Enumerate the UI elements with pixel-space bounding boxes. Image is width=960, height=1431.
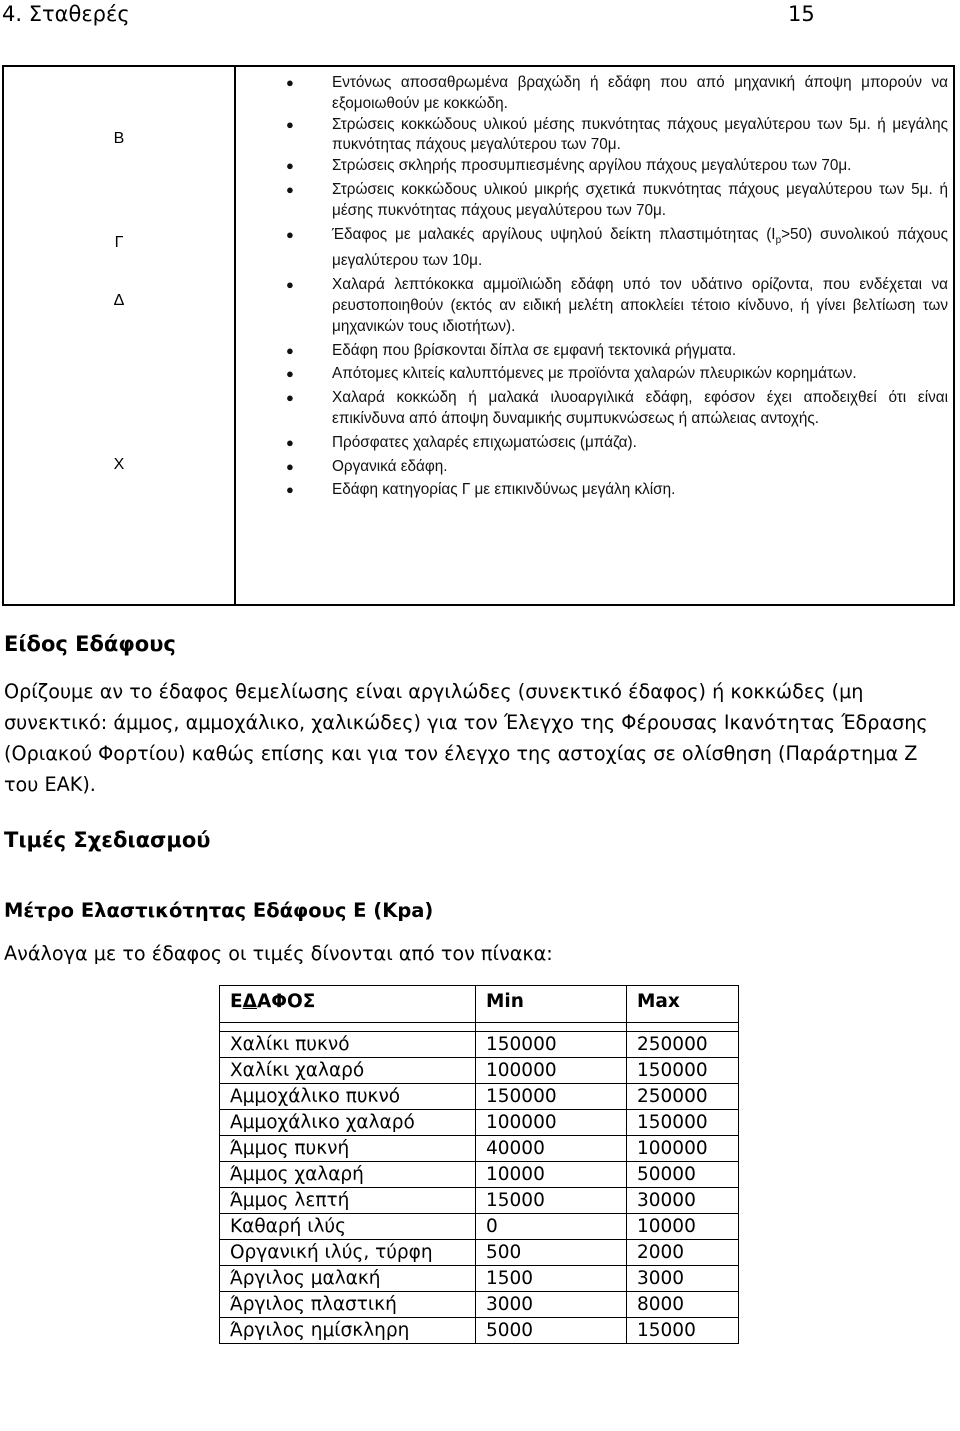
bullet-icon: ● xyxy=(286,482,294,498)
max-value-cell: 150000 xyxy=(627,1058,739,1084)
min-value-cell: 100000 xyxy=(476,1058,627,1084)
table-row xyxy=(220,1084,739,1110)
table-row xyxy=(220,1058,739,1084)
soil-name-cell: Άμμος χαλαρή xyxy=(220,1162,476,1188)
header-min: Min xyxy=(476,986,627,1023)
min-value-cell: 10000 xyxy=(476,1162,627,1188)
design-values-heading: Τιμές Σχεδιασμού xyxy=(4,828,211,852)
table-row xyxy=(220,1136,739,1162)
header-max: Max xyxy=(627,986,739,1023)
max-value-cell: 50000 xyxy=(627,1162,739,1188)
bullet-icon: ● xyxy=(286,158,294,174)
max-value-cell: 2000 xyxy=(627,1240,739,1266)
min-value-cell: 100000 xyxy=(476,1110,627,1136)
soil-name-cell: Χαλίκι πυκνό xyxy=(220,1032,476,1058)
min-value-cell: 40000 xyxy=(476,1136,627,1162)
bullet-icon: ● xyxy=(286,434,294,450)
max-value-cell: 30000 xyxy=(627,1188,739,1214)
modulus-heading: Μέτρο Ελαστικότητας Εδάφους Ε (Kpa) xyxy=(4,899,434,922)
min-value-cell: 150000 xyxy=(476,1084,627,1110)
list-item: ● Απότομες κλιτείς καλυπτόμενες με προϊόντα χαλαρών πλευρικών κορημάτων. xyxy=(236,364,948,385)
table-intro: Ανάλογα με το έδαφος οι τιμές δίνονται από τον πίνακα: xyxy=(4,942,553,965)
soil-name-cell: Άργιλος πλαστική xyxy=(220,1292,476,1318)
min-value-cell: 0 xyxy=(476,1214,627,1240)
list-item: ● Έδαφος με μαλακές αργίλους υψηλού δείκτη πλαστιμότητας $(I_p>50)$ συνολικού πάχους μεγαλύτερου των 10μ. xyxy=(286,225,948,270)
max-value-cell: 100000 xyxy=(627,1136,739,1162)
bullet-icon: ● xyxy=(286,366,294,382)
soil-name-cell: Αμμοχάλικο πυκνό xyxy=(220,1084,476,1110)
list-item: ● Οργανικά εδάφη. xyxy=(236,457,948,478)
table-row xyxy=(220,1240,739,1266)
soil-name-cell: Άργιλος ημίσκληρη xyxy=(220,1318,476,1344)
bullet-icon: ● xyxy=(286,226,294,242)
max-value-cell: 250000 xyxy=(627,1084,739,1110)
soil-name-cell: Καθαρή ιλύς xyxy=(220,1214,476,1240)
soil-name-cell: Οργανική ιλύς, τύρφη xyxy=(220,1240,476,1266)
table-row xyxy=(220,1188,739,1214)
max-value-cell: 150000 xyxy=(627,1110,739,1136)
list-item: ● Στρώσεις κοκκώδους υλικού μικρής σχετικά πυκνότητας πάχους μεγαλύτερου των 5μ. ή μέσης πυκνότητας πάχους μεγαλύτερου των 70μ. xyxy=(286,180,948,219)
table-body xyxy=(220,1023,739,1344)
header-soil: ΕΔΑΦΟΣ xyxy=(220,986,476,1023)
page-number: 15 xyxy=(788,2,815,26)
table-row xyxy=(220,1110,739,1136)
max-value-cell: 10000 xyxy=(627,1214,739,1240)
soil-name-cell: Άμμος λεπτή xyxy=(220,1188,476,1214)
max-value-cell: 8000 xyxy=(627,1292,739,1318)
list-item: ● Χαλαρά λεπτόκοκκα αμμοϊλιώδη εδάφη υπό τον υδάτινο ορίζοντα, που ενδέχεται να ρευστοποιηθούν (εκτός αν ειδική μελέτη αποκλείει τέτοιο κίνδυνο, ή γίνει βελτίωση των μηχανικών τους ιδιοτήτων). xyxy=(286,276,948,335)
min-value-cell: 5000 xyxy=(476,1318,627,1344)
category-g: Γ xyxy=(114,234,124,251)
list-item: ● Πρόσφατες χαλαρές επιχωματώσεις (μπάζα). xyxy=(236,433,948,454)
list-item: ● Χαλαρά κοκκώδη ή μαλακά ιλυοαργιλικά εδάφη, εφόσον έχει αποδειχθεί ότι είναι επικίνδυνα από άποψη δυναμικής συμπυκνώσεως ή απώλειας αντοχής. xyxy=(286,389,948,427)
category-d: Δ xyxy=(113,292,125,309)
table-row xyxy=(220,1032,739,1058)
list-item: ● Εδάφη που βρίσκονται δίπλα σε εμφανή τεκτονικά ρήγματα. xyxy=(236,341,948,362)
chapter-title: 4. Σταθερές xyxy=(2,2,130,26)
bullet-icon: ● xyxy=(286,181,294,197)
max-value-cell: 250000 xyxy=(627,1032,739,1058)
table-row xyxy=(220,1214,739,1240)
bullet-icon: ● xyxy=(286,277,294,293)
list-item: ● Εδάφη κατηγορίας Γ με επικινδύνως μεγάλη κλίση. xyxy=(236,480,948,501)
soil-type-paragraph: Ορίζουμε αν το έδαφος θεμελίωσης είναι αργιλώδες (συνεκτικό έδαφος) ή κοκκώδες (μη συνεκτικό: άμμος, αμμοχάλικο, χαλικώδες) για τον Έλεγχο της Φέρουσας Ικανότητας Έδρασης (Οριακού Φορτίου) καθώς επίσης και για τον έλεγχο της αστοχίας σε ολίσθηση (Παράρτημα Ζ του ΕΑΚ). xyxy=(4,680,928,796)
soil-name-cell: Άμμος πυκνή xyxy=(220,1136,476,1162)
list-item: ● Εντόνως αποσαθρωμένα βραχώδη ή εδάφη που από μηχανική άποψη μπορούν να εξομοιωθούν με κοκκώδη. xyxy=(286,74,948,112)
bullet-icon: ● xyxy=(286,75,294,90)
soil-name-cell: Αμμοχάλικο χαλαρό xyxy=(220,1110,476,1136)
table-row xyxy=(220,1292,739,1318)
soil-name-cell: Χαλίκι χαλαρό xyxy=(220,1058,476,1084)
category-b: Β xyxy=(113,130,125,147)
bullet-icon: ● xyxy=(286,116,294,132)
min-value-cell: 15000 xyxy=(476,1188,627,1214)
table-row xyxy=(220,1266,739,1292)
soil-name-cell: Άργιλος μαλακή xyxy=(220,1266,476,1292)
table-header-row xyxy=(220,986,739,1023)
max-value-cell: 3000 xyxy=(627,1266,739,1292)
bullet-icon: ● xyxy=(286,342,294,358)
bullet-icon: ● xyxy=(286,390,294,406)
table-row xyxy=(220,1162,739,1188)
list-item: ● Στρώσεις σκληρής προσυμπιεσμένης αργίλου πάχους μεγαλύτερου των 70μ. xyxy=(236,156,948,177)
max-value-cell: 15000 xyxy=(627,1318,739,1344)
category-x: Χ xyxy=(113,456,125,473)
elastic-modulus-table xyxy=(219,985,739,1344)
min-value-cell: 500 xyxy=(476,1240,627,1266)
min-value-cell: 3000 xyxy=(476,1292,627,1318)
list-item: ● Στρώσεις κοκκώδους υλικού μέσης πυκνότητας πάχους μεγαλύτερου των 5μ. ή μεγάλης πυκνότητας πάχους μεγαλύτερου των 70μ. xyxy=(286,115,948,154)
classification-list xyxy=(236,73,948,501)
min-value-cell: 150000 xyxy=(476,1032,627,1058)
min-value-cell: 1500 xyxy=(476,1266,627,1292)
bullet-icon: ● xyxy=(286,458,294,474)
soil-type-heading: Είδος Εδάφους xyxy=(4,632,176,656)
table-row xyxy=(220,1318,739,1344)
table-spacer-row xyxy=(220,1023,739,1032)
soil-classification-table xyxy=(2,65,955,606)
